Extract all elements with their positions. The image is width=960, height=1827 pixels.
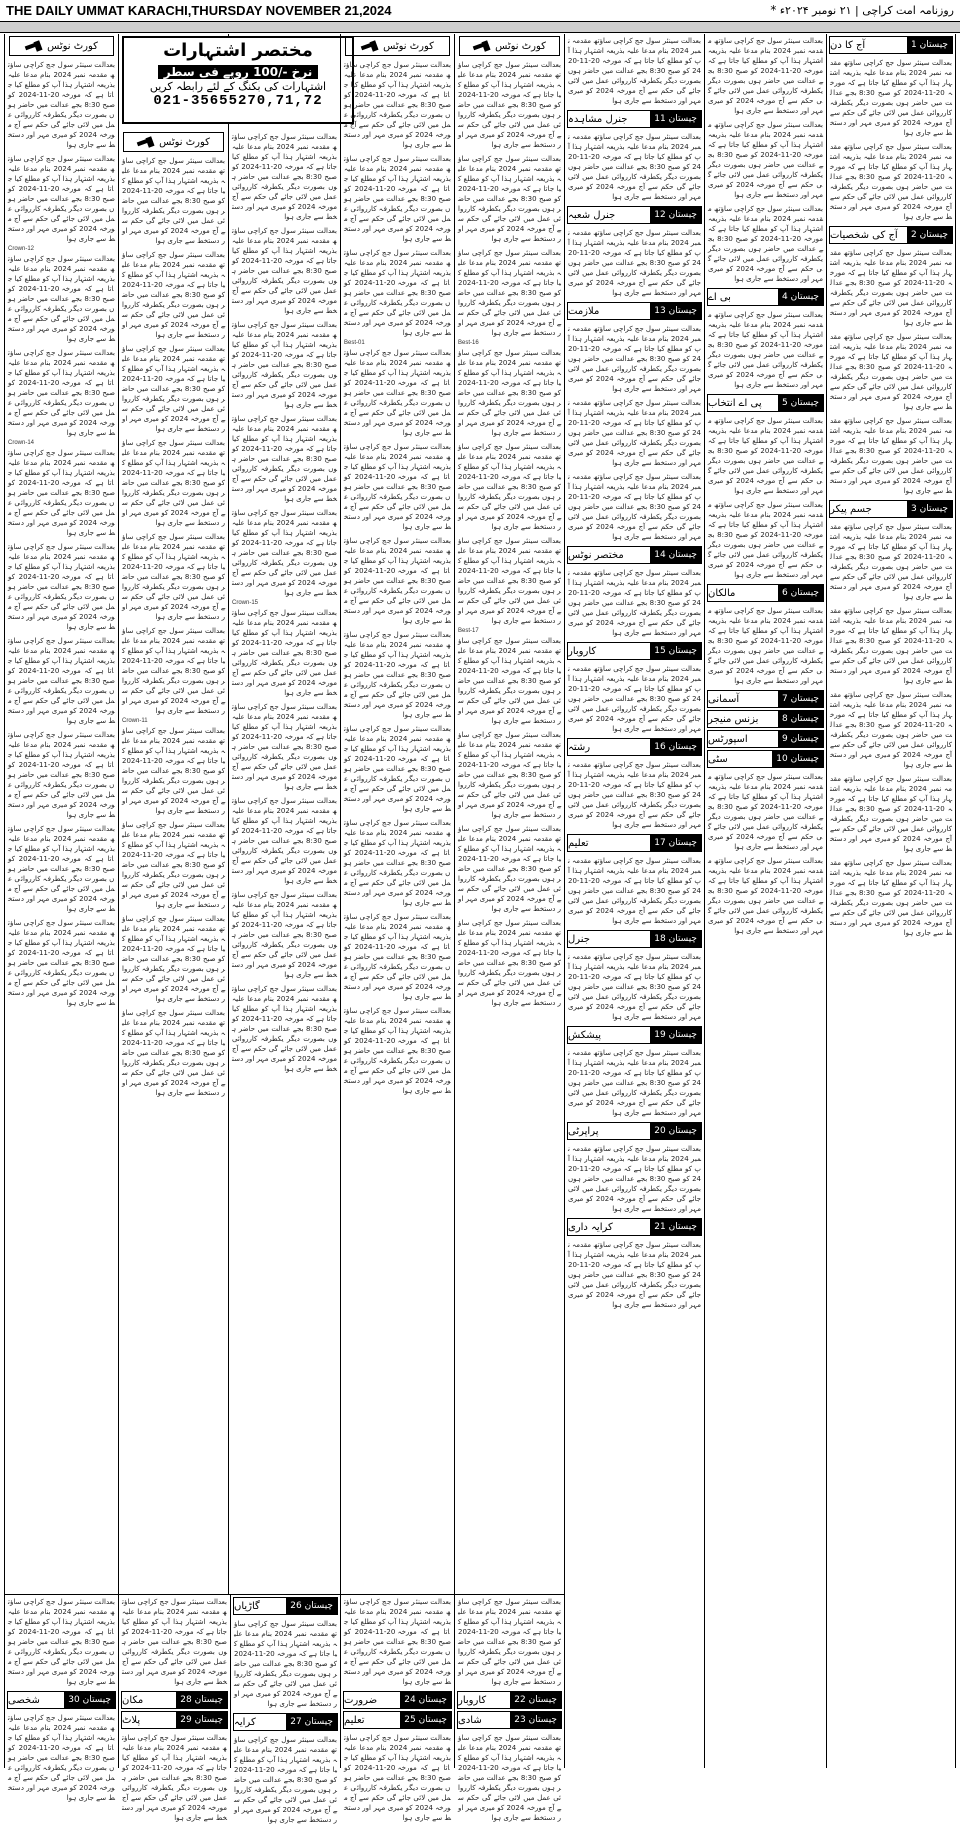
section-number: چیستان 13 [650, 303, 701, 319]
gavel-icon [473, 41, 491, 51]
notice-text: بعدالت سینئر سول جج کراچی ساؤتھ مقدمہ نمبر 2024 بنام مدعا علیہ بذریعہ اشتہار ہذا آپ کو مطلع کیا جاتا ہے کہ مورخہ 20-11-2024 کو صبح 8:30 بجے عدالت میں حاضر ہوں بصورت دیگر یکطرفہ کارروائی عمل میں لائی جائے گی حکم سے آج مورخہ 2024 کو میری مہر اور دستخط سے جاری ہوا [568, 37, 702, 105]
section-label: جسم پیکر [830, 503, 872, 515]
notice-text: بعدالت سینئر سول جج کراچی ساؤتھ مقدمہ نمبر 2024 بنام مدعا علیہ بذریعہ اشتہار ہذا آپ کو مطلع کیا جاتا ہے کہ مورخہ 20-11-2024 کو صبح 8:30 بجے عدالت میں حاضر ہوں بصورت دیگر یکطرفہ کارروائی عمل میں لائی جائے گی حکم سے آج مورخہ 2024 کو میری مہر اور دستخط سے جاری ہوا [458, 443, 561, 531]
notice-text: بعدالت سینئر سول جج کراچی ساؤتھ مقدمہ نمبر 2024 بنام مدعا علیہ بذریعہ اشتہار ہذا آپ کو مطلع کیا جاتا ہے کہ مورخہ 20-11-2024 کو صبح 8:30 بجے عدالت میں حاضر ہوں بصورت دیگر یکطرفہ کارروائی عمل میں لائی جائے گی حکم سے آج مورخہ 2024 کو میری مہر اور دستخط سے جاری ہوا [708, 37, 823, 115]
section-number: چیستان 30 [64, 1692, 115, 1708]
notice-text: بعدالت سینئر سول جج کراچی ساؤتھ مقدمہ نمبر 2024 بنام مدعا علیہ بذریعہ اشتہار ہذا آپ کو مطلع کیا جاتا ہے کہ مورخہ 20-11-2024 کو صبح 8:30 بجے عدالت میں حاضر ہوں بصورت دیگر یکطرفہ کارروائی عمل میں لائی جائے گی حکم سے آج مورخہ 2024 کو میری مہر اور دستخط سے جاری ہوا [8, 255, 116, 343]
section-label: مکان [122, 1694, 144, 1706]
section-label: گاڑیاں [234, 1600, 260, 1612]
notice-text: بعدالت سینئر سول جج کراچی ساؤتھ مقدمہ نمبر 2024 بنام مدعا علیہ بذریعہ اشتہار ہذا آپ کو مطلع کیا جاتا ہے کہ مورخہ 20-11-2024 کو صبح 8:30 بجے عدالت میں حاضر ہوں بصورت دیگر یکطرفہ کارروائی عمل میں لائی جائے گی حکم سے آج مورخہ 2024 کو میری مہر اور دستخط سے جاری ہوا [8, 61, 116, 149]
gavel-icon [137, 137, 155, 147]
court-notice-label: کورٹ نوٹس [159, 136, 210, 148]
section-label: بی اے [708, 291, 731, 303]
star-icon: * [770, 3, 777, 17]
notice-text: بعدالت سینئر سول جج کراچی ساؤتھ مقدمہ نمبر 2024 بنام مدعا علیہ بذریعہ اشتہار ہذا آپ کو مطلع کیا جاتا ہے کہ مورخہ 20-11-2024 کو صبح 8:30 بجے عدالت میں حاضر ہوں بصورت دیگر یکطرفہ کارروائی عمل میں لائی جائے گی حکم سے آج مورخہ 2024 کو میری مہر اور دستخط سے جاری ہوا [8, 731, 116, 819]
section-label: اسپورٹس [708, 733, 748, 745]
notice-text: بعدالت سینئر سول جج کراچی ساؤتھ مقدمہ نمبر 2024 بنام مدعا علیہ بذریعہ اشتہار ہذا آپ کو مطلع کیا جاتا ہے کہ مورخہ 20-11-2024 کو صبح 8:30 بجے عدالت میں حاضر ہوں بصورت دیگر یکطرفہ کارروائی عمل میں لائی جائے گی حکم سے آج مورخہ 2024 کو میری مہر اور دستخط سے جاری ہوا [568, 569, 702, 637]
notice-text: بعدالت سینئر سول جج کراچی ساؤتھ مقدمہ نمبر 2024 بنام مدعا علیہ بذریعہ اشتہار ہذا آپ کو مطلع کیا جاتا ہے کہ مورخہ 20-11-2024 کو صبح 8:30 بجے عدالت میں حاضر ہوں بصورت دیگر یکطرفہ کارروائی عمل میں لائی جائے گی حکم سے آج مورخہ 2024 کو میری مہر اور دستخط سے جاری ہوا [122, 727, 225, 815]
section-number: چیستان 2 [907, 227, 952, 243]
notice-text: بعدالت سینئر سول جج کراچی ساؤتھ مقدمہ نمبر 2024 بنام مدعا علیہ بذریعہ اشتہار ہذا آپ کو مطلع کیا جاتا ہے کہ مورخہ 20-11-2024 کو صبح 8:30 بجے عدالت میں حاضر ہوں بصورت دیگر یکطرفہ کارروائی عمل میں لائی جائے گی حکم سے آج مورخہ 2024 کو میری مہر اور دستخط سے جاری ہوا [232, 609, 337, 697]
section-header [707, 710, 824, 728]
section-number: چیستان 26 [286, 1598, 337, 1614]
notice-text: بعدالت سینئر سول جج کراچی ساؤتھ مقدمہ نمبر 2024 بنام مدعا علیہ بذریعہ اشتہار ہذا آپ کو مطلع کیا جاتا ہے کہ مورخہ 20-11-2024 کو صبح 8:30 بجے عدالت میں حاضر ہوں بصورت دیگر یکطرفہ کارروائی عمل میں لائی جائے گی حکم سے آج مورخہ 2024 کو میری مہر اور دستخط سے جاری ہوا [568, 399, 702, 467]
section-label: آسمانی [708, 693, 740, 705]
notice-text: بعدالت سینئر سول جج کراچی ساؤتھ مقدمہ نمبر 2024 بنام مدعا علیہ بذریعہ اشتہار ہذا آپ کو مطلع کیا جاتا ہے کہ مورخہ 20-11-2024 کو صبح 8:30 بجے عدالت میں حاضر ہوں بصورت دیگر یکطرفہ کارروائی عمل میں لائی جائے گی حکم سے آج مورخہ 2024 کو میری مہر اور دستخط سے جاری ہوا [568, 665, 702, 733]
section-header [457, 1691, 562, 1709]
notice-text: بعدالت سینئر سول جج کراچی ساؤتھ مقدمہ نمبر 2024 بنام مدعا علیہ بذریعہ اشتہار ہذا آپ کو مطلع کیا جاتا ہے کہ مورخہ 20-11-2024 کو صبح 8:30 بجے عدالت میں حاضر ہوں بصورت دیگر یکطرفہ کارروائی عمل میں لائی جائے گی حکم سے آج مورخہ 2024 کو میری مہر اور دستخط سے جاری ہوا [232, 321, 337, 409]
column-2 [118, 34, 228, 1594]
section-label: تعلیم [344, 1714, 365, 1726]
notice-text: بعدالت سینئر سول جج کراچی ساؤتھ مقدمہ نمبر 2024 بنام مدعا علیہ بذریعہ اشتہار ہذا آپ کو مطلع کیا جاتا ہے کہ مورخہ 20-11-2024 کو صبح 8:30 بجے عدالت میں حاضر ہوں بصورت دیگر یکطرفہ کارروائی عمل میں لائی جائے گی حکم سے آج مورخہ 2024 کو میری مہر اور دستخط سے جاری ہوا [8, 637, 116, 725]
notice-text: بعدالت سینئر سول جج کراچی ساؤتھ مقدمہ نمبر 2024 بنام مدعا علیہ بذریعہ اشتہار ہذا آپ کو مطلع کیا جاتا ہے کہ مورخہ 20-11-2024 کو صبح 8:30 بجے عدالت میں حاضر ہوں بصورت دیگر یکطرفہ کارروائی عمل میں لائی جائے گی حکم سے آج مورخہ 2024 کو میری مہر اور دستخط سے جاری ہوا [708, 857, 823, 935]
notice-text: بعدالت سینئر سول جج کراچی ساؤتھ مقدمہ نمبر 2024 بنام مدعا علیہ بذریعہ اشتہار ہذا آپ کو مطلع کیا جاتا ہے کہ مورخہ 20-11-2024 کو صبح 8:30 بجے عدالت میں حاضر ہوں بصورت دیگر یکطرفہ کارروائی عمل میں لائی جائے گی حکم سے آج مورخہ 2024 کو میری مہر اور دستخط سے جاری ہوا [122, 821, 225, 909]
section-label: بزنس منیجر [708, 713, 759, 725]
notice-text: بعدالت سینئر سول جج کراچی ساؤتھ مقدمہ نمبر 2024 بنام مدعا علیہ بذریعہ اشتہار ہذا آپ کو مطلع کیا جاتا ہے کہ مورخہ 20-11-2024 کو صبح 8:30 بجے عدالت میں حاضر ہوں بصورت دیگر یکطرفہ کارروائی عمل میں لائی جائے گی حکم سے آج مورخہ 2024 کو میری مہر اور دستخط سے جاری ہوا [8, 825, 116, 913]
notice-text: بعدالت سینئر سول جج کراچی ساؤتھ مقدمہ نمبر 2024 بنام مدعا علیہ بذریعہ اشتہار ہذا آپ کو مطلع کیا جاتا ہے کہ مورخہ 20-11-2024 کو صبح 8:30 بجے عدالت میں حاضر ہوں بصورت دیگر یکطرفہ کارروائی عمل میں لائی جائے گی حکم سے آج مورخہ 2024 کو میری مہر اور دستخط سے جاری ہوا [830, 691, 953, 769]
section-header [707, 394, 824, 412]
column-3 [228, 34, 340, 1594]
notice-text: بعدالت سینئر سول جج کراچی ساؤتھ مقدمہ نمبر 2024 بنام مدعا علیہ بذریعہ اشتہار ہذا آپ کو مطلع کیا جاتا ہے کہ مورخہ 20-11-2024 کو صبح 8:30 بجے عدالت میں حاضر ہوں بصورت دیگر یکطرفہ کارروائی عمل میں لائی جائے گی حکم سے آج مورخہ 2024 کو میری مہر اور دستخط سے جاری ہوا [344, 349, 452, 437]
notice-text: بعدالت سینئر سول جج کراچی ساؤتھ مقدمہ نمبر 2024 بنام مدعا علیہ بذریعہ اشتہار ہذا آپ کو مطلع کیا جاتا ہے کہ مورخہ 20-11-2024 کو صبح 8:30 بجے عدالت میں حاضر ہوں بصورت دیگر یکطرفہ کارروائی عمل میں لائی جائے گی حکم سے آج مورخہ 2024 کو میری مہر اور دستخط سے جاری ہوا [344, 61, 452, 149]
classified-phone: 021-35655270,71,72 [153, 93, 323, 109]
notice-text: بعدالت سینئر سول جج کراچی ساؤتھ مقدمہ نمبر 2024 بنام مدعا علیہ بذریعہ اشتہار ہذا آپ کو مطلع کیا جاتا ہے کہ مورخہ 20-11-2024 کو صبح 8:30 بجے عدالت میں حاضر ہوں بصورت دیگر یکطرفہ کارروائی عمل میں لائی جائے گی حکم سے آج مورخہ 2024 کو میری مہر اور دستخط سے جاری ہوا [122, 627, 225, 715]
notice-text: بعدالت سینئر سول جج کراچی ساؤتھ مقدمہ نمبر 2024 بنام مدعا علیہ بذریعہ اشتہار ہذا آپ کو مطلع کیا جاتا ہے کہ مورخہ 20-11-2024 کو صبح 8:30 بجے عدالت میں حاضر ہوں بصورت دیگر یکطرفہ کارروائی عمل میں لائی جائے گی حکم سے آج مورخہ 2024 کو میری مہر اور دستخط سے جاری ہوا [232, 415, 337, 503]
notice-text: بعدالت سینئر سول جج کراچی ساؤتھ مقدمہ نمبر 2024 بنام مدعا علیہ بذریعہ اشتہار ہذا آپ کو مطلع کیا جاتا ہے کہ مورخہ 20-11-2024 کو صبح 8:30 بجے عدالت میں حاضر ہوں بصورت دیگر یکطرفہ کارروائی عمل میں لائی جائے گی حکم سے آج مورخہ 2024 کو میری مہر اور دستخط سے جاری ہوا [234, 1736, 337, 1824]
section-number: چیستان 7 [778, 691, 823, 707]
section-number: چیستان 4 [778, 289, 823, 305]
notice-text: بعدالت سینئر سول جج کراچی ساؤتھ مقدمہ نمبر 2024 بنام مدعا علیہ بذریعہ اشتہار ہذا آپ کو مطلع کیا جاتا ہے کہ مورخہ 20-11-2024 کو صبح 8:30 بجے عدالت میں حاضر ہوں بصورت دیگر یکطرفہ کارروائی عمل میں لائی جائے گی حکم سے آج مورخہ 2024 کو میری مہر اور دستخط سے جاری ہوا [122, 915, 225, 1003]
notice-text: بعدالت سینئر سول جج کراچی ساؤتھ مقدمہ نمبر 2024 بنام مدعا علیہ بذریعہ اشتہار ہذا آپ کو مطلع کیا جاتا ہے کہ مورخہ 20-11-2024 کو صبح 8:30 بجے عدالت میں حاضر ہوں بصورت دیگر یکطرفہ کارروائی عمل میں لائی جائے گی حکم سے آج مورخہ 2024 کو میری مہر اور دستخط سے جاری ہوا [232, 797, 337, 885]
notice-text: بعدالت سینئر سول جج کراچی ساؤتھ مقدمہ نمبر 2024 بنام مدعا علیہ بذریعہ اشتہار ہذا آپ کو مطلع کیا جاتا ہے کہ مورخہ 20-11-2024 کو صبح 8:30 بجے عدالت میں حاضر ہوں بصورت دیگر یکطرفہ کارروائی عمل میں لائی جائے گی حکم سے آج مورخہ 2024 کو میری مہر اور دستخط سے جاری ہوا [830, 607, 953, 685]
notice-text: بعدالت سینئر سول جج کراچی ساؤتھ مقدمہ نمبر 2024 بنام مدعا علیہ بذریعہ اشتہار ہذا آپ کو مطلع کیا جاتا ہے کہ مورخہ 20-11-2024 کو صبح 8:30 بجے عدالت میں حاضر ہوں بصورت دیگر یکطرفہ کارروائی عمل میں لائی جائے گی حکم سے آج مورخہ 2024 کو میری مہر اور دستخط سے جاری ہوا [232, 703, 337, 791]
section-header [707, 750, 824, 768]
notice-text: بعدالت سینئر سول جج کراچی ساؤتھ مقدمہ نمبر 2024 بنام مدعا علیہ بذریعہ اشتہار ہذا آپ کو مطلع کیا جاتا ہے کہ مورخہ 20-11-2024 کو صبح 8:30 بجے عدالت میں حاضر ہوں بصورت دیگر یکطرفہ کارروائی عمل میں لائی جائے گی حکم سے آج مورخہ 2024 کو میری مہر اور دستخط سے جاری ہوا [568, 133, 702, 201]
notice-text: بعدالت سینئر سول جج کراچی ساؤتھ مقدمہ نمبر 2024 بنام مدعا علیہ بذریعہ اشتہار ہذا آپ کو مطلع کیا جاتا ہے کہ مورخہ 20-11-2024 کو صبح 8:30 بجے عدالت میں حاضر ہوں بصورت دیگر یکطرفہ کارروائی عمل میں لائی جائے گی حکم سے آج مورخہ 2024 کو میری مہر اور دستخط سے جاری ہوا [234, 1620, 337, 1708]
section-header [343, 1711, 452, 1729]
court-notice-label: کورٹ نوٹس [495, 40, 546, 52]
section-label: کاروبار [458, 1694, 487, 1706]
notice-text: بعدالت سینئر سول جج کراچی ساؤتھ مقدمہ نمبر 2024 بنام مدعا علیہ بذریعہ اشتہار ہذا آپ کو مطلع کیا جاتا ہے کہ مورخہ 20-11-2024 کو صبح 8:30 بجے عدالت میں حاضر ہوں بصورت دیگر یکطرفہ کارروائی عمل میں لائی جائے گی حکم سے آج مورخہ 2024 کو میری مہر اور دستخط سے جاری ہوا [8, 1598, 116, 1686]
notice-text: بعدالت سینئر سول جج کراچی ساؤتھ مقدمہ نمبر 2024 بنام مدعا علیہ بذریعہ اشتہار ہذا آپ کو مطلع کیا جاتا ہے کہ مورخہ 20-11-2024 کو صبح 8:30 بجے عدالت میں حاضر ہوں بصورت دیگر یکطرفہ کارروائی عمل میں لائی جائے گی حکم سے آج مورخہ 2024 کو میری مہر اور دستخط سے جاری ہوا [708, 773, 823, 851]
classified-ads-box [122, 36, 354, 124]
ad-tag: Crown-11 [122, 718, 148, 724]
notice-text: بعدالت سینئر سول جج کراچی ساؤتھ مقدمہ نمبر 2024 بنام مدعا علیہ بذریعہ اشتہار ہذا آپ کو مطلع کیا جاتا ہے کہ مورخہ 20-11-2024 کو صبح 8:30 بجے عدالت میں حاضر ہوں بصورت دیگر یکطرفہ کارروائی عمل میں لائی جائے گی حکم سے آج مورخہ 2024 کو میری مہر اور دستخط سے جاری ہوا [708, 417, 823, 495]
section-label: جنرل شعبہ [568, 209, 616, 221]
notice-text: بعدالت سینئر سول جج کراچی ساؤتھ مقدمہ نمبر 2024 بنام مدعا علیہ بذریعہ اشتہار ہذا آپ کو مطلع کیا جاتا ہے کہ مورخہ 20-11-2024 کو صبح 8:30 بجے عدالت میں حاضر ہوں بصورت دیگر یکطرفہ کارروائی عمل میں لائی جائے گی حکم سے آج مورخہ 2024 کو میری مہر اور دستخط سے جاری ہوا [232, 227, 337, 315]
notice-text: بعدالت سینئر سول جج کراچی ساؤتھ مقدمہ نمبر 2024 بنام مدعا علیہ بذریعہ اشتہار ہذا آپ کو مطلع کیا جاتا ہے کہ مورخہ 20-11-2024 کو صبح 8:30 بجے عدالت میں حاضر ہوں بصورت دیگر یکطرفہ کارروائی عمل میں لائی جائے گی حکم سے آج مورخہ 2024 کو میری مہر اور دستخط سے جاری ہوا [568, 325, 702, 393]
notice-text: بعدالت سینئر سول جج کراچی ساؤتھ مقدمہ نمبر 2024 بنام مدعا علیہ بذریعہ اشتہار ہذا آپ کو مطلع کیا جاتا ہے کہ مورخہ 20-11-2024 کو صبح 8:30 بجے عدالت میں حاضر ہوں بصورت دیگر یکطرفہ کارروائی عمل میں لائی جائے گی حکم سے آج مورخہ 2024 کو میری مہر اور دستخط سے جاری ہوا [8, 543, 116, 631]
ad-tag: Crown-15 [232, 600, 259, 606]
section-header [707, 584, 824, 602]
section-header [7, 1691, 116, 1709]
section-number: چیستان 3 [907, 501, 952, 517]
section-label: کرایہ [234, 1716, 256, 1728]
section-number: چیستان 23 [510, 1712, 561, 1728]
notice-text: بعدالت سینئر سول جج کراچی ساؤتھ مقدمہ نمبر 2024 بنام مدعا علیہ بذریعہ اشتہار ہذا آپ کو مطلع کیا جاتا ہے کہ مورخہ 20-11-2024 کو صبح 8:30 بجے عدالت میں حاضر ہوں بصورت دیگر یکطرفہ کارروائی عمل میں لائی جائے گی حکم سے آج مورخہ 2024 کو میری مہر اور دستخط سے جاری ہوا [344, 725, 452, 813]
notice-text: بعدالت سینئر سول جج کراچی ساؤتھ مقدمہ نمبر 2024 بنام مدعا علیہ بذریعہ اشتہار ہذا آپ کو مطلع کیا جاتا ہے کہ مورخہ 20-11-2024 کو صبح 8:30 بجے عدالت میں حاضر ہوں بصورت دیگر یکطرفہ کارروائی عمل میں لائی جائے گی حکم سے آج مورخہ 2024 کو میری مہر اور دستخط سے جاری ہوا [458, 155, 561, 243]
section-number: چیستان 19 [650, 1027, 701, 1043]
notice-text: بعدالت سینئر سول جج کراچی ساؤتھ مقدمہ نمبر 2024 بنام مدعا علیہ بذریعہ اشتہار ہذا آپ کو مطلع کیا جاتا ہے کہ مورخہ 20-11-2024 کو صبح 8:30 بجے عدالت میں حاضر ہوں بصورت دیگر یکطرفہ کارروائی عمل میں لائی جائے گی حکم سے آج مورخہ 2024 کو میری مہر اور دستخط سے جاری ہوا [8, 919, 116, 1007]
section-label: ضرورت [344, 1694, 378, 1706]
ad-tag: Best-16 [458, 340, 479, 346]
bottom-column-5 [454, 1595, 564, 1822]
notice-text: بعدالت سینئر سول جج کراچی ساؤتھ مقدمہ نمبر 2024 بنام مدعا علیہ بذریعہ اشتہار ہذا آپ کو مطلع کیا جاتا ہے کہ مورخہ 20-11-2024 کو صبح 8:30 بجے عدالت میں حاضر ہوں بصورت دیگر یکطرفہ کارروائی عمل میں لائی جائے گی حکم سے آج مورخہ 2024 کو میری مہر اور دستخط سے جاری ہوا [122, 1598, 227, 1686]
notice-text: بعدالت سینئر سول جج کراچی ساؤتھ مقدمہ نمبر 2024 بنام مدعا علیہ بذریعہ اشتہار ہذا آپ کو مطلع کیا جاتا ہے کہ مورخہ 20-11-2024 کو صبح 8:30 بجے عدالت میں حاضر ہوں بصورت دیگر یکطرفہ کارروائی عمل میں لائی جائے گی حکم سے آج مورخہ 2024 کو میری مہر اور دستخط سے جاری ہوا [122, 1009, 225, 1097]
notice-text: بعدالت سینئر سول جج کراچی ساؤتھ مقدمہ نمبر 2024 بنام مدعا علیہ بذریعہ اشتہار ہذا آپ کو مطلع کیا جاتا ہے کہ مورخہ 20-11-2024 کو صبح 8:30 بجے عدالت میں حاضر ہوں بصورت دیگر یکطرفہ کارروائی عمل میں لائی جائے گی حکم سے آج مورخہ 2024 کو میری مہر اور دستخط سے جاری ہوا [568, 1145, 702, 1213]
notice-text: بعدالت سینئر سول جج کراچی ساؤتھ مقدمہ نمبر 2024 بنام مدعا علیہ بذریعہ اشتہار ہذا آپ کو مطلع کیا جاتا ہے کہ مورخہ 20-11-2024 کو صبح 8:30 بجے عدالت میں حاضر ہوں بصورت دیگر یکطرفہ کارروائی عمل میں لائی جائے گی حکم سے آج مورخہ 2024 کو میری مہر اور دستخط سے جاری ہوا [568, 857, 702, 925]
notice-text: بعدالت سینئر سول جج کراچی ساؤتھ مقدمہ نمبر 2024 بنام مدعا علیہ بذریعہ اشتہار ہذا آپ کو مطلع کیا جاتا ہے کہ مورخہ 20-11-2024 کو صبح 8:30 بجے عدالت میں حاضر ہوں بصورت دیگر یکطرفہ کارروائی عمل میں لائی جائے گی حکم سے آج مورخہ 2024 کو میری مہر اور دستخط سے جاری ہوا [122, 1734, 227, 1822]
section-number: چیستان 29 [176, 1712, 227, 1728]
section-header [567, 930, 702, 948]
notice-text: بعدالت سینئر سول جج کراچی ساؤتھ مقدمہ نمبر 2024 بنام مدعا علیہ بذریعہ اشتہار ہذا آپ کو مطلع کیا جاتا ہے کہ مورخہ 20-11-2024 کو صبح 8:30 بجے عدالت میں حاضر ہوں بصورت دیگر یکطرفہ کارروائی عمل میں لائی جائے گی حکم سے آج مورخہ 2024 کو میری مہر اور دستخط سے جاری ہوا [122, 533, 225, 621]
section-header [829, 36, 953, 54]
notice-text: بعدالت سینئر سول جج کراچی ساؤتھ مقدمہ نمبر 2024 بنام مدعا علیہ بذریعہ اشتہار ہذا آپ کو مطلع کیا جاتا ہے کہ مورخہ 20-11-2024 کو صبح 8:30 بجے عدالت میں حاضر ہوں بصورت دیگر یکطرفہ کارروائی عمل میں لائی جائے گی حکم سے آج مورخہ 2024 کو میری مہر اور دستخط سے جاری ہوا [708, 121, 823, 199]
court-notice-label: کورٹ نوٹس [383, 40, 434, 52]
notice-text: بعدالت سینئر سول جج کراچی ساؤتھ مقدمہ نمبر 2024 بنام مدعا علیہ بذریعہ اشتہار ہذا آپ کو مطلع کیا جاتا ہے کہ مورخہ 20-11-2024 کو صبح 8:30 بجے عدالت میں حاضر ہوں بصورت دیگر یکطرفہ کارروائی عمل میں لائی جائے گی حکم سے آج مورخہ 2024 کو میری مہر اور دستخط سے جاری ہوا [344, 913, 452, 1001]
column-1 [4, 34, 118, 1594]
notice-text: بعدالت سینئر سول جج کراچی ساؤتھ مقدمہ نمبر 2024 بنام مدعا علیہ بذریعہ اشتہار ہذا آپ کو مطلع کیا جاتا ہے کہ مورخہ 20-11-2024 کو صبح 8:30 بجے عدالت میں حاضر ہوں بصورت دیگر یکطرفہ کارروائی عمل میں لائی جائے گی حکم سے آج مورخہ 2024 کو میری مہر اور دستخط سے جاری ہوا [122, 345, 225, 433]
notice-text: بعدالت سینئر سول جج کراچی ساؤتھ مقدمہ نمبر 2024 بنام مدعا علیہ بذریعہ اشتہار ہذا آپ کو مطلع کیا جاتا ہے کہ مورخہ 20-11-2024 کو صبح 8:30 بجے عدالت میں حاضر ہوں بصورت دیگر یکطرفہ کارروائی عمل میں لائی جائے گی حکم سے آج مورخہ 2024 کو میری مہر اور دستخط سے جاری ہوا [344, 1007, 452, 1095]
section-label: پلاٹ [122, 1714, 141, 1726]
notice-text: بعدالت سینئر سول جج کراچی ساؤتھ مقدمہ نمبر 2024 بنام مدعا علیہ بذریعہ اشتہار ہذا آپ کو مطلع کیا جاتا ہے کہ مورخہ 20-11-2024 کو صبح 8:30 بجے عدالت میں حاضر ہوں بصورت دیگر یکطرفہ کارروائی عمل میں لائی جائے گی حکم سے آج مورخہ 2024 کو میری مہر اور دستخط سے جاری ہوا [458, 919, 561, 1007]
column-8 [826, 34, 956, 1768]
section-label: رشتہ [568, 741, 591, 753]
notice-text: بعدالت سینئر سول جج کراچی ساؤتھ مقدمہ نمبر 2024 بنام مدعا علیہ بذریعہ اشتہار ہذا آپ کو مطلع کیا جاتا ہے کہ مورخہ 20-11-2024 کو صبح 8:30 بجے عدالت میں حاضر ہوں بصورت دیگر یکطرفہ کارروائی عمل میں لائی جائے گی حکم سے آج مورخہ 2024 کو میری مہر اور دستخط سے جاری ہوا [344, 249, 452, 337]
notice-text: بعدالت سینئر سول جج کراچی ساؤتھ مقدمہ نمبر 2024 بنام مدعا علیہ بذریعہ اشتہار ہذا آپ کو مطلع کیا جاتا ہے کہ مورخہ 20-11-2024 کو صبح 8:30 بجے عدالت میں حاضر ہوں بصورت دیگر یکطرفہ کارروائی عمل میں لائی جائے گی حکم سے آج مورخہ 2024 کو میری مہر اور دستخط سے جاری ہوا [458, 731, 561, 819]
notice-text: بعدالت سینئر سول جج کراچی ساؤتھ مقدمہ نمبر 2024 بنام مدعا علیہ بذریعہ اشتہار ہذا آپ کو مطلع کیا جاتا ہے کہ مورخہ 20-11-2024 کو صبح 8:30 بجے عدالت میں حاضر ہوں بصورت دیگر یکطرفہ کارروائی عمل میں لائی جائے گی حکم سے آج مورخہ 2024 کو میری مہر اور دستخط سے جاری ہوا [568, 229, 702, 297]
notice-text: بعدالت سینئر سول جج کراچی ساؤتھ مقدمہ نمبر 2024 بنام مدعا علیہ بذریعہ اشتہار ہذا آپ کو مطلع کیا جاتا ہے کہ مورخہ 20-11-2024 کو صبح 8:30 بجے عدالت میں حاضر ہوں بصورت دیگر یکطرفہ کارروائی عمل میں لائی جائے گی حکم سے آج مورخہ 2024 کو میری مہر اور دستخط سے جاری ہوا [122, 251, 225, 339]
masthead-title-en: THE DAILY UMMAT KARACHI,THURSDAY NOVEMBER 21,2024 [6, 2, 392, 18]
section-label: جنرل مشاہدہ [568, 113, 628, 125]
section-header [567, 206, 702, 224]
section-number: چیستان 28 [176, 1692, 227, 1708]
section-header [829, 500, 953, 518]
section-label: شخصی [8, 1694, 40, 1706]
bottom-column-1 [4, 1595, 118, 1802]
section-number: چیستان 11 [650, 111, 701, 127]
section-number: چیستان 12 [650, 207, 701, 223]
notice-text: بعدالت سینئر سول جج کراچی ساؤتھ مقدمہ نمبر 2024 بنام مدعا علیہ بذریعہ اشتہار ہذا آپ کو مطلع کیا جاتا ہے کہ مورخہ 20-11-2024 کو صبح 8:30 بجے عدالت میں حاضر ہوں بصورت دیگر یکطرفہ کارروائی عمل میں لائی جائے گی حکم سے آج مورخہ 2024 کو میری مہر اور دستخط سے جاری ہوا [8, 155, 116, 243]
section-label: کرایہ داری [568, 1221, 613, 1233]
notice-text: بعدالت سینئر سول جج کراچی ساؤتھ مقدمہ نمبر 2024 بنام مدعا علیہ بذریعہ اشتہار ہذا آپ کو مطلع کیا جاتا ہے کہ مورخہ 20-11-2024 کو صبح 8:30 بجے عدالت میں حاضر ہوں بصورت دیگر یکطرفہ کارروائی عمل میں لائی جائے گی حکم سے آج مورخہ 2024 کو میری مہر اور دستخط سے جاری ہوا [344, 1734, 452, 1822]
notice-text: بعدالت سینئر سول جج کراچی ساؤتھ مقدمہ نمبر 2024 بنام مدعا علیہ بذریعہ اشتہار ہذا آپ کو مطلع کیا جاتا ہے کہ مورخہ 20-11-2024 کو صبح 8:30 بجے عدالت میں حاضر ہوں بصورت دیگر یکطرفہ کارروائی عمل میں لائی جائے گی حکم سے آج مورخہ 2024 کو میری مہر اور دستخط سے جاری ہوا [708, 501, 823, 579]
notice-text: بعدالت سینئر سول جج کراچی ساؤتھ مقدمہ نمبر 2024 بنام مدعا علیہ بذریعہ اشتہار ہذا آپ کو مطلع کیا جاتا ہے کہ مورخہ 20-11-2024 کو صبح 8:30 بجے عدالت میں حاضر ہوں بصورت دیگر یکطرفہ کارروائی عمل میں لائی جائے گی حکم سے آج مورخہ 2024 کو میری مہر اور دستخط سے جاری ہوا [458, 349, 561, 437]
gavel-icon [361, 41, 379, 51]
notice-text: بعدالت سینئر سول جج کراچی ساؤتھ مقدمہ نمبر 2024 بنام مدعا علیہ بذریعہ اشتہار ہذا آپ کو مطلع کیا جاتا ہے کہ مورخہ 20-11-2024 کو صبح 8:30 بجے عدالت میں حاضر ہوں بصورت دیگر یکطرفہ کارروائی عمل میں لائی جائے گی حکم سے آج مورخہ 2024 کو میری مہر اور دستخط سے جاری ہوا [568, 473, 702, 541]
header-band [0, 21, 960, 33]
section-label: پراپرٹی [568, 1125, 599, 1137]
section-number: چیستان 1 [907, 37, 952, 53]
section-number: چیستان 24 [400, 1692, 451, 1708]
notice-text: بعدالت سینئر سول جج کراچی ساؤتھ مقدمہ نمبر 2024 بنام مدعا علیہ بذریعہ اشتہار ہذا آپ کو مطلع کیا جاتا ہے کہ مورخہ 20-11-2024 کو صبح 8:30 بجے عدالت میں حاضر ہوں بصورت دیگر یکطرفہ کارروائی عمل میں لائی جائے گی حکم سے آج مورخہ 2024 کو میری مہر اور دستخط سے جاری ہوا [458, 1734, 561, 1822]
section-number: چیستان 21 [650, 1219, 701, 1235]
notice-text: بعدالت سینئر سول جج کراچی ساؤتھ مقدمہ نمبر 2024 بنام مدعا علیہ بذریعہ اشتہار ہذا آپ کو مطلع کیا جاتا ہے کہ مورخہ 20-11-2024 کو صبح 8:30 بجے عدالت میں حاضر ہوں بصورت دیگر یکطرفہ کارروائی عمل میں لائی جائے گی حکم سے آج مورخہ 2024 کو میری مہر اور دستخط سے جاری ہوا [458, 249, 561, 337]
section-number: چیستان 20 [650, 1123, 701, 1139]
notice-text: بعدالت سینئر سول جج کراچی ساؤتھ مقدمہ نمبر 2024 بنام مدعا علیہ بذریعہ اشتہار ہذا آپ کو مطلع کیا جاتا ہے کہ مورخہ 20-11-2024 کو صبح 8:30 بجے عدالت میں حاضر ہوں بصورت دیگر یکطرفہ کارروائی عمل میں لائی جائے گی حکم سے آج مورخہ 2024 کو میری مہر اور دستخط سے جاری ہوا [344, 1598, 452, 1686]
notice-text: بعدالت سینئر سول جج کراچی ساؤتھ مقدمہ نمبر 2024 بنام مدعا علیہ بذریعہ اشتہار ہذا آپ کو مطلع کیا جاتا ہے کہ مورخہ 20-11-2024 کو صبح 8:30 بجے عدالت میں حاضر ہوں بصورت دیگر یکطرفہ کارروائی عمل میں لائی جائے گی حکم سے آج مورخہ 2024 کو میری مہر اور دستخط سے جاری ہوا [344, 443, 452, 531]
court-notice-header [345, 36, 450, 56]
classified-title: مختصر اشتہارات [163, 40, 313, 61]
section-label: آج کی شخصیات [830, 229, 898, 241]
column-4 [340, 34, 454, 1594]
notice-text: بعدالت سینئر سول جج کراچی ساؤتھ مقدمہ نمبر 2024 بنام مدعا علیہ بذریعہ اشتہار ہذا آپ کو مطلع کیا جاتا ہے کہ مورخہ 20-11-2024 کو صبح 8:30 بجے عدالت میں حاضر ہوں بصورت دیگر یکطرفہ کارروائی عمل میں لائی جائے گی حکم سے آج مورخہ 2024 کو میری مہر اور دستخط سے جاری ہوا [232, 891, 337, 979]
notice-text: بعدالت سینئر سول جج کراچی ساؤتھ مقدمہ نمبر 2024 بنام مدعا علیہ بذریعہ اشتہار ہذا آپ کو مطلع کیا جاتا ہے کہ مورخہ 20-11-2024 کو صبح 8:30 بجے عدالت میں حاضر ہوں بصورت دیگر یکطرفہ کارروائی عمل میں لائی جائے گی حکم سے آج مورخہ 2024 کو میری مہر اور دستخط سے جاری ہوا [232, 985, 337, 1073]
section-label: سٹی [708, 753, 728, 765]
gavel-icon [25, 41, 43, 51]
bottom-column-4 [340, 1595, 454, 1822]
masthead-title-ur [766, 3, 954, 17]
section-header [233, 1597, 338, 1615]
court-notice-header [459, 36, 560, 56]
section-header [567, 1026, 702, 1044]
section-label: تعلیم [568, 837, 589, 849]
notice-text: بعدالت سینئر سول جج کراچی ساؤتھ مقدمہ نمبر 2024 بنام مدعا علیہ بذریعہ اشتہار ہذا آپ کو مطلع کیا جاتا ہے کہ مورخہ 20-11-2024 کو صبح 8:30 بجے عدالت میں حاضر ہوں بصورت دیگر یکطرفہ کارروائی عمل میں لائی جائے گی حکم سے آج مورخہ 2024 کو میری مہر اور دستخط سے جاری ہوا [458, 537, 561, 625]
section-header [829, 226, 953, 244]
notice-text: بعدالت سینئر سول جج کراچی ساؤتھ مقدمہ نمبر 2024 بنام مدعا علیہ بذریعہ اشتہار ہذا آپ کو مطلع کیا جاتا ہے کہ مورخہ 20-11-2024 کو صبح 8:30 بجے عدالت میں حاضر ہوں بصورت دیگر یکطرفہ کارروائی عمل میں لائی جائے گی حکم سے آج مورخہ 2024 کو میری مہر اور دستخط سے جاری ہوا [8, 349, 116, 437]
notice-text: بعدالت سینئر سول جج کراچی ساؤتھ مقدمہ نمبر 2024 بنام مدعا علیہ بذریعہ اشتہار ہذا آپ کو مطلع کیا جاتا ہے کہ مورخہ 20-11-2024 کو صبح 8:30 بجے عدالت میں حاضر ہوں بصورت دیگر یکطرفہ کارروائی عمل میں لائی جائے گی حکم سے آج مورخہ 2024 کو میری مہر اور دستخط سے جاری ہوا [830, 775, 953, 853]
bottom-column-2 [118, 1595, 230, 1822]
ad-tag: Crown-14 [8, 440, 35, 446]
section-label: مختصر نوٹس [568, 549, 624, 561]
masthead-date-ur: روزنامہ امت کراچی | ۲۱ نومبر ۲۰۲۴ء [779, 4, 954, 17]
section-header [121, 1691, 228, 1709]
section-header [567, 1122, 702, 1140]
section-header [567, 546, 702, 564]
section-header [233, 1713, 338, 1731]
notice-text: بعدالت سینئر سول جج کراچی ساؤتھ مقدمہ نمبر 2024 بنام مدعا علیہ بذریعہ اشتہار ہذا آپ کو مطلع کیا جاتا ہے کہ مورخہ 20-11-2024 کو صبح 8:30 بجے عدالت میں حاضر ہوں بصورت دیگر یکطرفہ کارروائی عمل میں لائی جائے گی حکم سے آج مورخہ 2024 کو میری مہر اور دستخط سے جاری ہوا [568, 1241, 702, 1309]
section-header [707, 690, 824, 708]
notice-text: بعدالت سینئر سول جج کراچی ساؤتھ مقدمہ نمبر 2024 بنام مدعا علیہ بذریعہ اشتہار ہذا آپ کو مطلع کیا جاتا ہے کہ مورخہ 20-11-2024 کو صبح 8:30 بجے عدالت میں حاضر ہوں بصورت دیگر یکطرفہ کارروائی عمل میں لائی جائے گی حکم سے آج مورخہ 2024 کو میری مہر اور دستخط سے جاری ہوا [568, 761, 702, 829]
section-header [343, 1691, 452, 1709]
notice-text: بعدالت سینئر سول جج کراچی ساؤتھ مقدمہ نمبر 2024 بنام مدعا علیہ بذریعہ اشتہار ہذا آپ کو مطلع کیا جاتا ہے کہ مورخہ 20-11-2024 کو صبح 8:30 بجے عدالت میں حاضر ہوں بصورت دیگر یکطرفہ کارروائی عمل میں لائی جائے گی حکم سے آج مورخہ 2024 کو میری مہر اور دستخط سے جاری ہوا [830, 59, 953, 137]
ad-tag: Best-17 [458, 628, 479, 634]
section-number: چیستان 8 [778, 711, 823, 727]
notice-text: بعدالت سینئر سول جج کراچی ساؤتھ مقدمہ نمبر 2024 بنام مدعا علیہ بذریعہ اشتہار ہذا آپ کو مطلع کیا جاتا ہے کہ مورخہ 20-11-2024 کو صبح 8:30 بجے عدالت میں حاضر ہوں بصورت دیگر یکطرفہ کارروائی عمل میں لائی جائے گی حکم سے آج مورخہ 2024 کو میری مہر اور دستخط سے جاری ہوا [830, 523, 953, 601]
section-number: چیستان 27 [286, 1714, 337, 1730]
notice-text: بعدالت سینئر سول جج کراچی ساؤتھ مقدمہ نمبر 2024 بنام مدعا علیہ بذریعہ اشتہار ہذا آپ کو مطلع کیا جاتا ہے کہ مورخہ 20-11-2024 کو صبح 8:30 بجے عدالت میں حاضر ہوں بصورت دیگر یکطرفہ کارروائی عمل میں لائی جائے گی حکم سے آج مورخہ 2024 کو میری مہر اور دستخط سے جاری ہوا [708, 205, 823, 283]
classified-rate: نرخ -/100 روپے فی سطر [158, 65, 319, 79]
notice-text: بعدالت سینئر سول جج کراچی ساؤتھ مقدمہ نمبر 2024 بنام مدعا علیہ بذریعہ اشتہار ہذا آپ کو مطلع کیا جاتا ہے کہ مورخہ 20-11-2024 کو صبح 8:30 بجے عدالت میں حاضر ہوں بصورت دیگر یکطرفہ کارروائی عمل میں لائی جائے گی حکم سے آج مورخہ 2024 کو میری مہر اور دستخط سے جاری ہوا [830, 249, 953, 327]
bottom-column-3 [230, 1595, 340, 1824]
section-number: چیستان 15 [650, 643, 701, 659]
classified-booking: اشتہارات کی بکنگ کے لئے رابطہ کریں [149, 80, 327, 93]
section-number: چیستان 22 [510, 1692, 561, 1708]
section-header [457, 1711, 562, 1729]
section-header [567, 302, 702, 320]
section-label: آج کا دن [830, 39, 866, 51]
section-number: چیستان 5 [778, 395, 823, 411]
notice-text: بعدالت سینئر سول جج کراچی ساؤتھ مقدمہ نمبر 2024 بنام مدعا علیہ بذریعہ اشتہار ہذا آپ کو مطلع کیا جاتا ہے کہ مورخہ 20-11-2024 کو صبح 8:30 بجے عدالت میں حاضر ہوں بصورت دیگر یکطرفہ کارروائی عمل میں لائی جائے گی حکم سے آج مورخہ 2024 کو میری مہر اور دستخط سے جاری ہوا [122, 157, 225, 245]
notice-text: بعدالت سینئر سول جج کراچی ساؤتھ مقدمہ نمبر 2024 بنام مدعا علیہ بذریعہ اشتہار ہذا آپ کو مطلع کیا جاتا ہے کہ مورخہ 20-11-2024 کو صبح 8:30 بجے عدالت میں حاضر ہوں بصورت دیگر یکطرفہ کارروائی عمل میں لائی جائے گی حکم سے آج مورخہ 2024 کو میری مہر اور دستخط سے جاری ہوا [708, 607, 823, 685]
court-notice-header [9, 36, 114, 56]
section-header [567, 834, 702, 852]
section-label: کاروبار [568, 645, 597, 657]
court-notice-header [123, 132, 224, 152]
notice-text: بعدالت سینئر سول جج کراچی ساؤتھ مقدمہ نمبر 2024 بنام مدعا علیہ بذریعہ اشتہار ہذا آپ کو مطلع کیا جاتا ہے کہ مورخہ 20-11-2024 کو صبح 8:30 بجے عدالت میں حاضر ہوں بصورت دیگر یکطرفہ کارروائی عمل میں لائی جائے گی حکم سے آج مورخہ 2024 کو میری مہر اور دستخط سے جاری ہوا [122, 439, 225, 527]
section-header [121, 1711, 228, 1729]
column-7 [704, 34, 826, 1768]
court-notice-label: کورٹ نوٹس [47, 40, 98, 52]
notice-text: بعدالت سینئر سول جج کراچی ساؤتھ مقدمہ نمبر 2024 بنام مدعا علیہ بذریعہ اشتہار ہذا آپ کو مطلع کیا جاتا ہے کہ مورخہ 20-11-2024 کو صبح 8:30 بجے عدالت میں حاضر ہوں بصورت دیگر یکطرفہ کارروائی عمل میں لائی جائے گی حکم سے آج مورخہ 2024 کو میری مہر اور دستخط سے جاری ہوا [344, 537, 452, 625]
notice-text: بعدالت سینئر سول جج کراچی ساؤتھ مقدمہ نمبر 2024 بنام مدعا علیہ بذریعہ اشتہار ہذا آپ کو مطلع کیا جاتا ہے کہ مورخہ 20-11-2024 کو صبح 8:30 بجے عدالت میں حاضر ہوں بصورت دیگر یکطرفہ کارروائی عمل میں لائی جائے گی حکم سے آج مورخہ 2024 کو میری مہر اور دستخط سے جاری ہوا [344, 819, 452, 907]
notice-text: بعدالت سینئر سول جج کراچی ساؤتھ مقدمہ نمبر 2024 بنام مدعا علیہ بذریعہ اشتہار ہذا آپ کو مطلع کیا جاتا ہے کہ مورخہ 20-11-2024 کو صبح 8:30 بجے عدالت میں حاضر ہوں بصورت دیگر یکطرفہ کارروائی عمل میں لائی جائے گی حکم سے آج مورخہ 2024 کو میری مہر اور دستخط سے جاری ہوا [232, 509, 337, 597]
notice-text: بعدالت سینئر سول جج کراچی ساؤتھ مقدمہ نمبر 2024 بنام مدعا علیہ بذریعہ اشتہار ہذا آپ کو مطلع کیا جاتا ہے کہ مورخہ 20-11-2024 کو صبح 8:30 بجے عدالت میں حاضر ہوں بصورت دیگر یکطرفہ کارروائی عمل میں لائی جائے گی حکم سے آج مورخہ 2024 کو میری مہر اور دستخط سے جاری ہوا [568, 953, 702, 1021]
notice-text: بعدالت سینئر سول جج کراچی ساؤتھ مقدمہ نمبر 2024 بنام مدعا علیہ بذریعہ اشتہار ہذا آپ کو مطلع کیا جاتا ہے کہ مورخہ 20-11-2024 کو صبح 8:30 بجے عدالت میں حاضر ہوں بصورت دیگر یکطرفہ کارروائی عمل میں لائی جائے گی حکم سے آج مورخہ 2024 کو میری مہر اور دستخط سے جاری ہوا [830, 417, 953, 495]
column-5 [454, 34, 564, 1594]
section-label: جنرل [568, 933, 590, 945]
notice-text: بعدالت سینئر سول جج کراچی ساؤتھ مقدمہ نمبر 2024 بنام مدعا علیہ بذریعہ اشتہار ہذا آپ کو مطلع کیا جاتا ہے کہ مورخہ 20-11-2024 کو صبح 8:30 بجے عدالت میں حاضر ہوں بصورت دیگر یکطرفہ کارروائی عمل میں لائی جائے گی حکم سے آج مورخہ 2024 کو میری مہر اور دستخط سے جاری ہوا [232, 133, 337, 221]
notice-text: بعدالت سینئر سول جج کراچی ساؤتھ مقدمہ نمبر 2024 بنام مدعا علیہ بذریعہ اشتہار ہذا آپ کو مطلع کیا جاتا ہے کہ مورخہ 20-11-2024 کو صبح 8:30 بجے عدالت میں حاضر ہوں بصورت دیگر یکطرفہ کارروائی عمل میں لائی جائے گی حکم سے آج مورخہ 2024 کو میری مہر اور دستخط سے جاری ہوا [8, 449, 116, 537]
notice-text: بعدالت سینئر سول جج کراچی ساؤتھ مقدمہ نمبر 2024 بنام مدعا علیہ بذریعہ اشتہار ہذا آپ کو مطلع کیا جاتا ہے کہ مورخہ 20-11-2024 کو صبح 8:30 بجے عدالت میں حاضر ہوں بصورت دیگر یکطرفہ کارروائی عمل میں لائی جائے گی حکم سے آج مورخہ 2024 کو میری مہر اور دستخط سے جاری ہوا [8, 1714, 116, 1802]
section-label: مالکان [708, 587, 736, 599]
classified-page [4, 34, 956, 1824]
section-number: چیستان 17 [650, 835, 701, 851]
section-label: شادی [458, 1714, 482, 1726]
notice-text: بعدالت سینئر سول جج کراچی ساؤتھ مقدمہ نمبر 2024 بنام مدعا علیہ بذریعہ اشتہار ہذا آپ کو مطلع کیا جاتا ہے کہ مورخہ 20-11-2024 کو صبح 8:30 بجے عدالت میں حاضر ہوں بصورت دیگر یکطرفہ کارروائی عمل میں لائی جائے گی حکم سے آج مورخہ 2024 کو میری مہر اور دستخط سے جاری ہوا [708, 311, 823, 389]
notice-text: بعدالت سینئر سول جج کراچی ساؤتھ مقدمہ نمبر 2024 بنام مدعا علیہ بذریعہ اشتہار ہذا آپ کو مطلع کیا جاتا ہے کہ مورخہ 20-11-2024 کو صبح 8:30 بجے عدالت میں حاضر ہوں بصورت دیگر یکطرفہ کارروائی عمل میں لائی جائے گی حکم سے آج مورخہ 2024 کو میری مہر اور دستخط سے جاری ہوا [830, 143, 953, 221]
section-number: چیستان 25 [400, 1712, 451, 1728]
section-header [707, 288, 824, 306]
masthead [0, 0, 960, 20]
section-number: چیستان 9 [778, 731, 823, 747]
section-header [707, 730, 824, 748]
notice-text: بعدالت سینئر سول جج کراچی ساؤتھ مقدمہ نمبر 2024 بنام مدعا علیہ بذریعہ اشتہار ہذا آپ کو مطلع کیا جاتا ہے کہ مورخہ 20-11-2024 کو صبح 8:30 بجے عدالت میں حاضر ہوں بصورت دیگر یکطرفہ کارروائی عمل میں لائی جائے گی حکم سے آج مورخہ 2024 کو میری مہر اور دستخط سے جاری ہوا [458, 825, 561, 913]
notice-text: بعدالت سینئر سول جج کراچی ساؤتھ مقدمہ نمبر 2024 بنام مدعا علیہ بذریعہ اشتہار ہذا آپ کو مطلع کیا جاتا ہے کہ مورخہ 20-11-2024 کو صبح 8:30 بجے عدالت میں حاضر ہوں بصورت دیگر یکطرفہ کارروائی عمل میں لائی جائے گی حکم سے آج مورخہ 2024 کو میری مہر اور دستخط سے جاری ہوا [830, 333, 953, 411]
notice-text: بعدالت سینئر سول جج کراچی ساؤتھ مقدمہ نمبر 2024 بنام مدعا علیہ بذریعہ اشتہار ہذا آپ کو مطلع کیا جاتا ہے کہ مورخہ 20-11-2024 کو صبح 8:30 بجے عدالت میں حاضر ہوں بصورت دیگر یکطرفہ کارروائی عمل میں لائی جائے گی حکم سے آج مورخہ 2024 کو میری مہر اور دستخط سے جاری ہوا [344, 155, 452, 243]
section-number: چیستان 10 [772, 751, 823, 767]
notice-text: بعدالت سینئر سول جج کراچی ساؤتھ مقدمہ نمبر 2024 بنام مدعا علیہ بذریعہ اشتہار ہذا آپ کو مطلع کیا جاتا ہے کہ مورخہ 20-11-2024 کو صبح 8:30 بجے عدالت میں حاضر ہوں بصورت دیگر یکطرفہ کارروائی عمل میں لائی جائے گی حکم سے آج مورخہ 2024 کو میری مہر اور دستخط سے جاری ہوا [830, 859, 953, 937]
ad-tag: Best-01 [344, 340, 365, 346]
section-number: چیستان 18 [650, 931, 701, 947]
notice-text: بعدالت سینئر سول جج کراچی ساؤتھ مقدمہ نمبر 2024 بنام مدعا علیہ بذریعہ اشتہار ہذا آپ کو مطلع کیا جاتا ہے کہ مورخہ 20-11-2024 کو صبح 8:30 بجے عدالت میں حاضر ہوں بصورت دیگر یکطرفہ کارروائی عمل میں لائی جائے گی حکم سے آج مورخہ 2024 کو میری مہر اور دستخط سے جاری ہوا [568, 1049, 702, 1117]
section-header [567, 110, 702, 128]
ad-tag: Crown-12 [8, 246, 35, 252]
notice-text: بعدالت سینئر سول جج کراچی ساؤتھ مقدمہ نمبر 2024 بنام مدعا علیہ بذریعہ اشتہار ہذا آپ کو مطلع کیا جاتا ہے کہ مورخہ 20-11-2024 کو صبح 8:30 بجے عدالت میں حاضر ہوں بصورت دیگر یکطرفہ کارروائی عمل میں لائی جائے گی حکم سے آج مورخہ 2024 کو میری مہر اور دستخط سے جاری ہوا [458, 61, 561, 149]
notice-text: بعدالت سینئر سول جج کراچی ساؤتھ مقدمہ نمبر 2024 بنام مدعا علیہ بذریعہ اشتہار ہذا آپ کو مطلع کیا جاتا ہے کہ مورخہ 20-11-2024 کو صبح 8:30 بجے عدالت میں حاضر ہوں بصورت دیگر یکطرفہ کارروائی عمل میں لائی جائے گی حکم سے آج مورخہ 2024 کو میری مہر اور دستخط سے جاری ہوا [458, 1598, 561, 1686]
notice-text: بعدالت سینئر سول جج کراچی ساؤتھ مقدمہ نمبر 2024 بنام مدعا علیہ بذریعہ اشتہار ہذا آپ کو مطلع کیا جاتا ہے کہ مورخہ 20-11-2024 کو صبح 8:30 بجے عدالت میں حاضر ہوں بصورت دیگر یکطرفہ کارروائی عمل میں لائی جائے گی حکم سے آج مورخہ 2024 کو میری مہر اور دستخط سے جاری ہوا [458, 637, 561, 725]
column-6 [564, 34, 704, 1768]
section-header [567, 738, 702, 756]
section-number: چیستان 14 [650, 547, 701, 563]
section-label: پی اے انتخاب [708, 397, 762, 409]
section-number: چیستان 6 [778, 585, 823, 601]
section-label: ملازمت [568, 305, 600, 317]
section-number: چیستان 16 [650, 739, 701, 755]
section-header [567, 642, 702, 660]
notice-text: بعدالت سینئر سول جج کراچی ساؤتھ مقدمہ نمبر 2024 بنام مدعا علیہ بذریعہ اشتہار ہذا آپ کو مطلع کیا جاتا ہے کہ مورخہ 20-11-2024 کو صبح 8:30 بجے عدالت میں حاضر ہوں بصورت دیگر یکطرفہ کارروائی عمل میں لائی جائے گی حکم سے آج مورخہ 2024 کو میری مہر اور دستخط سے جاری ہوا [344, 631, 452, 719]
section-header [567, 1218, 702, 1236]
section-label: پیشکش [568, 1029, 601, 1041]
